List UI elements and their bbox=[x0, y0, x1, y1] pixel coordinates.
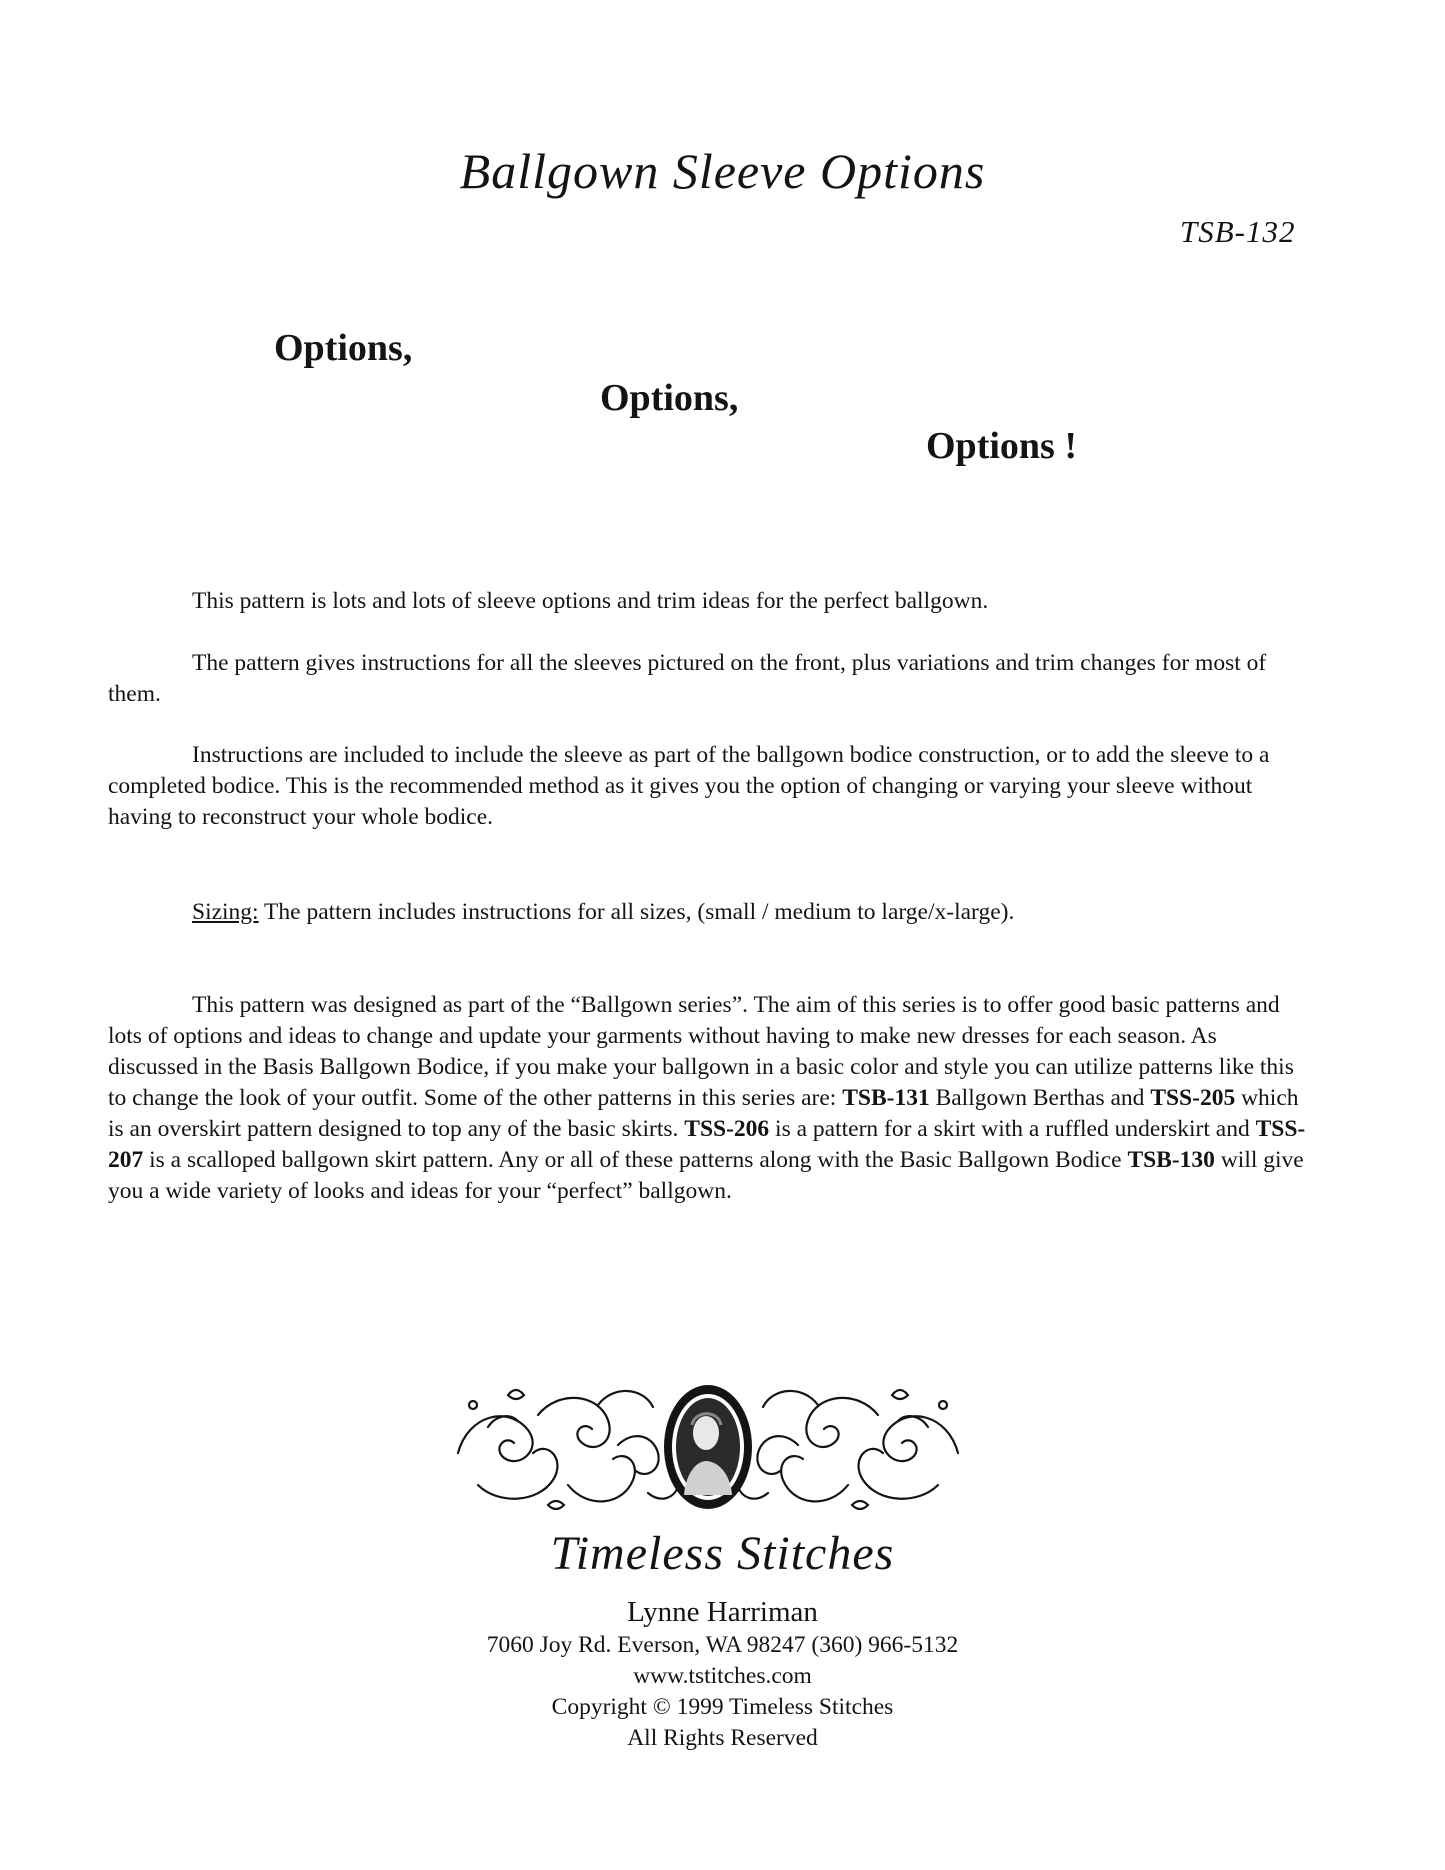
series-text-c: which is an overskirt pattern designed to top any of the basic skirts. bbox=[108, 1085, 1299, 1142]
intro-paragraph: This pattern is lots and lots of sleeve options and trim ideas for the perfect ballgown. bbox=[192, 588, 989, 614]
series-text-f: will give you a wide variety of looks and ideas for your “perfect” ballgown. bbox=[108, 1147, 1304, 1204]
options-heading-1: Options, bbox=[274, 327, 413, 369]
series-text-d: is a pattern for a skirt with a ruffled underskirt and bbox=[769, 1116, 1256, 1142]
designer-name: Lynne Harriman bbox=[627, 1596, 818, 1628]
address-line: 7060 Joy Rd. Everson, WA 98247 (360) 966-5132 bbox=[486, 1632, 959, 1658]
series-paragraph bbox=[108, 990, 1308, 1207]
series-text-a: This pattern was designed as part of the “Ballgown series”. The aim of this series is to offer good basic patterns and lots of options and ideas to change and update your garments without having to make new dresses for each season. As discussed in the Basis Ballgown Bodice, if you make your ballgown in a basic color and style you can utilize patterns like this to change the look of your outfit. Some of the other patterns in this series are: bbox=[108, 992, 1294, 1111]
brand-name: Timeless Stitches bbox=[550, 1527, 895, 1580]
sizing-text: The pattern includes instructions for all sizes, (small / medium to large/x-large). bbox=[258, 899, 1015, 925]
document-title: Ballgown Sleeve Options bbox=[459, 143, 986, 199]
construction-paragraph: Instructions are included to include the sleeve as part of the ballgown bodice construction, or to add the sleeve to a completed bodice. This is the recommended method as it gives you the option of changing or varying your sleeve without having to reconstruct your whole bodice. bbox=[108, 742, 1270, 830]
sizing-label: Sizing: bbox=[192, 899, 259, 925]
cameo-ornament-icon bbox=[448, 1375, 968, 1521]
series-code-tss206: TSS-206 bbox=[684, 1116, 770, 1142]
sizing-paragraph bbox=[108, 897, 1308, 928]
series-code-tsb130: TSB-130 bbox=[1127, 1147, 1215, 1173]
series-code-tss207: TSS-207 bbox=[108, 1116, 1306, 1173]
series-code-tsb131: TSB-131 bbox=[842, 1085, 930, 1111]
series-text-b: Ballgown Berthas and bbox=[929, 1085, 1151, 1111]
series-text-e: is a scalloped ballgown skirt pattern. Any or all of these patterns along with the Basic Ballgown Bodice bbox=[143, 1147, 1128, 1173]
website-link[interactable]: www.tstitches.com bbox=[633, 1663, 812, 1689]
options-heading-3: Options ! bbox=[926, 425, 1077, 467]
copyright-line: Copyright © 1999 Timeless Stitches bbox=[551, 1694, 894, 1720]
pattern-code: TSB-132 bbox=[1180, 214, 1296, 249]
options-heading-2: Options, bbox=[600, 377, 739, 419]
instructions-paragraph: The pattern gives instructions for all the sleeves pictured on the front, plus variations and trim changes for most of them. bbox=[108, 650, 1267, 707]
series-code-tss205: TSS-205 bbox=[1150, 1085, 1236, 1111]
contact-block bbox=[0, 1594, 1445, 1754]
rights-line: All Rights Reserved bbox=[627, 1725, 818, 1751]
